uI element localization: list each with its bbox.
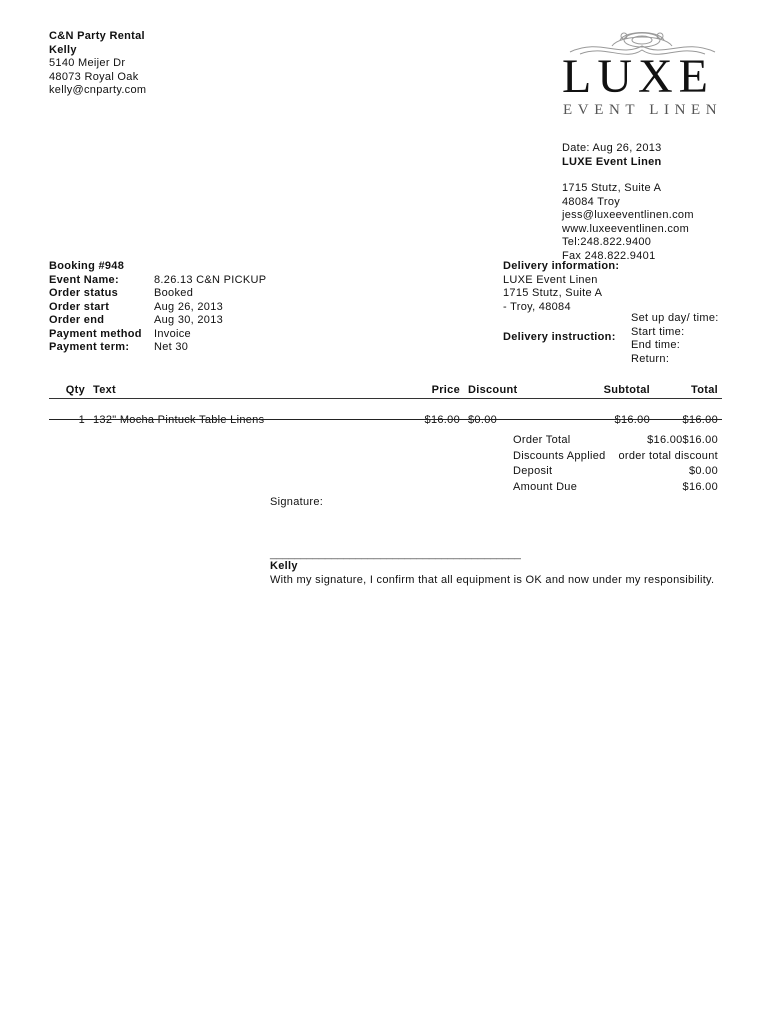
vendor-name: LUXE Event Linen bbox=[562, 155, 662, 168]
order-end-label: Order end bbox=[49, 314, 105, 326]
vendor-address: 1715 Stutz, Suite A bbox=[562, 182, 662, 194]
delivery-instruction-label: Delivery instruction: bbox=[503, 331, 616, 343]
order-end-value: Aug 30, 2013 bbox=[154, 314, 224, 326]
row-discount: $0.00 bbox=[468, 414, 498, 426]
payment-term-value: Net 30 bbox=[154, 341, 189, 353]
booking-title: Booking #948 bbox=[49, 260, 125, 272]
start-time: Start time: bbox=[631, 325, 685, 338]
luxe-logo bbox=[560, 28, 725, 123]
delivery-block bbox=[503, 260, 619, 314]
vendor-fax: Fax 248.822.9401 bbox=[562, 249, 656, 262]
signature-line: _________________________________________ bbox=[270, 548, 521, 560]
setup-time: Set up day/ time: bbox=[631, 312, 719, 324]
col-qty: Qty bbox=[65, 384, 85, 396]
table-header-divider bbox=[49, 398, 722, 399]
event-name-value: 8.26.13 C&N PICKUP bbox=[154, 273, 267, 286]
row-total: $16.00 bbox=[682, 414, 718, 426]
payment-method-label: Payment method bbox=[49, 327, 142, 340]
row-subtotal: $16.00 bbox=[614, 414, 650, 426]
col-text: Text bbox=[93, 384, 117, 396]
row-price: $16.00 bbox=[424, 414, 460, 426]
order-start-label: Order start bbox=[49, 300, 110, 313]
vendor-web: www.luxeeventlinen.com bbox=[562, 222, 690, 235]
return-time: Return: bbox=[631, 352, 670, 365]
table-row bbox=[49, 400, 722, 430]
payment-term-label: Payment term: bbox=[49, 341, 130, 353]
col-discount: Discount bbox=[468, 384, 518, 396]
event-name-label: Event Name: bbox=[49, 273, 119, 286]
customer-email: kelly@cnparty.com bbox=[49, 84, 147, 96]
deposit-label: Deposit bbox=[513, 465, 553, 477]
discounts-label: Discounts Applied bbox=[513, 449, 606, 462]
col-price: Price bbox=[431, 384, 460, 396]
delivery-times bbox=[631, 312, 719, 366]
delivery-name: LUXE Event Linen bbox=[503, 273, 598, 286]
customer-city: 48073 Royal Oak bbox=[49, 70, 139, 83]
customer-block bbox=[49, 30, 146, 98]
vendor-block bbox=[562, 142, 694, 263]
discounts-value: order total discount bbox=[618, 449, 718, 462]
row-qty: 1 bbox=[78, 414, 85, 426]
delivery-address: 1715 Stutz, Suite A bbox=[503, 287, 603, 299]
items-table bbox=[49, 380, 722, 430]
vendor-tel: Tel:248.822.9400 bbox=[562, 236, 652, 248]
invoice-date: Date: Aug 26, 2013 bbox=[562, 142, 662, 154]
customer-name: Kelly bbox=[49, 43, 77, 56]
order-total-value: $16.00$16.00 bbox=[647, 434, 718, 446]
order-total-label: Order Total bbox=[513, 434, 571, 446]
order-start-value: Aug 26, 2013 bbox=[154, 300, 224, 313]
customer-company: C&N Party Rental bbox=[49, 30, 145, 42]
col-subtotal: Subtotal bbox=[603, 384, 650, 396]
amount-due-value: $16.00 bbox=[682, 480, 718, 493]
payment-method-value: Invoice bbox=[154, 327, 191, 340]
signature-label: Signature: bbox=[270, 496, 324, 508]
customer-street: 5140 Meijer Dr bbox=[49, 57, 126, 69]
logo-tagline: EVENT LINEN bbox=[563, 102, 723, 118]
totals-block bbox=[513, 434, 718, 496]
amount-due-label: Amount Due bbox=[513, 480, 578, 493]
col-total: Total bbox=[691, 384, 718, 396]
order-status-label: Order status bbox=[49, 287, 119, 299]
vendor-city: 48084 Troy bbox=[562, 195, 621, 208]
order-status-value: Booked bbox=[154, 287, 194, 299]
delivery-city: - Troy, 48084 bbox=[503, 300, 571, 313]
signature-statement: With my signature, I confirm that all equipment is OK and now under my responsibility. bbox=[270, 574, 715, 586]
end-time: End time: bbox=[631, 339, 681, 351]
table-header-row bbox=[49, 380, 722, 400]
row-text: 132" Mocha Pintuck Table Linens bbox=[93, 414, 265, 426]
table-bottom-divider bbox=[49, 419, 722, 420]
logo-name: LUXE bbox=[562, 50, 714, 103]
deposit-value: $0.00 bbox=[688, 465, 718, 477]
delivery-title: Delivery information: bbox=[503, 260, 620, 272]
signer-name: Kelly bbox=[270, 560, 298, 572]
vendor-email: jess@luxeeventlinen.com bbox=[562, 209, 694, 221]
booking-block bbox=[49, 260, 266, 355]
